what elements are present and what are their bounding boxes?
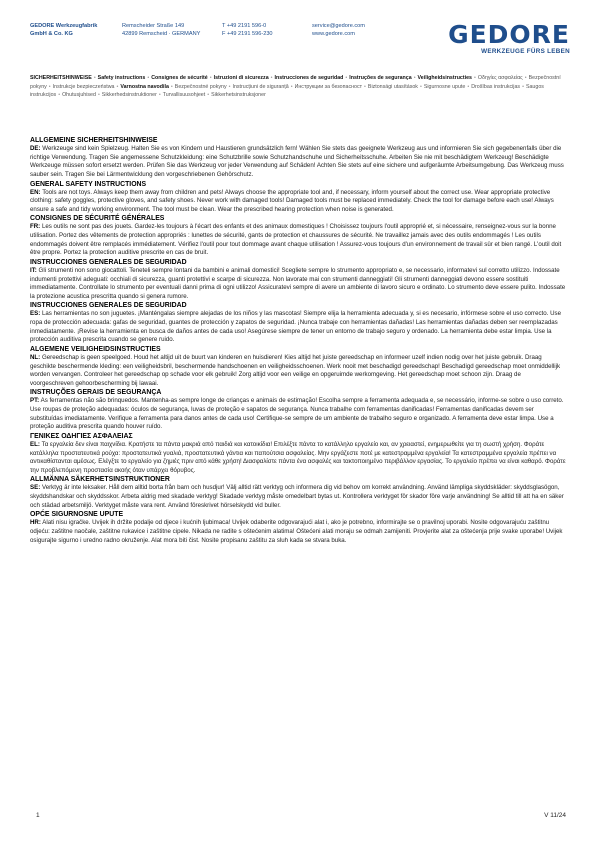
company-name-line1: GEDORE Werkzeugfabrik <box>30 23 98 29</box>
language-item: Consignes de sécurité <box>151 75 208 81</box>
web-block <box>312 22 365 38</box>
language-code: DE: <box>30 145 41 152</box>
section-heading: ALGEMENE VEILIGHEIDSINSTRUCTIES <box>30 345 161 353</box>
section-body <box>30 145 566 180</box>
section-text: Τα εργαλεία δεν είναι παιχνίδια. Κρατήστε τα πάντα μακριά από παιδιά και κατοικίδια! Επιλέξτε πάντα το κατάλληλο εργαλείο και, αν χρειαστεί, ενημερωθείτε για τη σωστή χρήση. Φοράτε κατάλληλα προστατευτικά ρούχα: προστατευτικά γυαλιά, προστατευτικά γάντια και παπούτσια ασφαλείας. Μην εργάζεστε ποτέ με κατεστραμμένα εργαλεία! Τα κατεστραμμένα εργαλεία πρέπει να αντικαθίστανται αμέσως. Ελέγξτε το εργαλείο για ζημιές πριν από κάθε χρήση! Διασφαλίστε πάντα ένα ασφαλές και τακτοποιημένο περιβάλλον εργασίας. Το εργαλείο πρέπει να είναι καθαρό. Φοράτε την προβλεπόμενη προστασία ακοής όταν υπάρχει θόρυβος. <box>30 440 566 474</box>
language-item: Ohutusjuhised <box>62 92 96 99</box>
language-item: Sikkerhetsinstruksjoner <box>211 92 266 99</box>
language-separator: • <box>474 75 476 81</box>
address-line2: 42899 Remscheid · GERMANY <box>122 31 201 37</box>
language-separator: • <box>97 92 100 99</box>
instruction-section <box>30 214 566 258</box>
section-text: Verktyg är inte leksaker. Håll dem alltid borta från barn och husdjur! Välj alltid rätt verktyg och informera dig vid behov om korrekt användning. Använd lämpliga skyddskläder: skyddsglasögon, skyddshandskar och skyddsskor. Arbeta aldrig med skadade verktyg! Skadade verktyg måste omedelbart bytas ut. Kontrollera verktyget för skador före varje användning! Se alltid till att ha en säker och städad arbetsmiljö. Verktyget måste vara rent. Använd föreskrivet hörselskydd vid buller. <box>30 484 564 509</box>
section-text: As ferramentas não são brinquedos. Mantenha-as sempre longe de crianças e animais de estimação! Escolha sempre a ferramenta adequada e, se necessário, informe-se sobre o uso correto. Use roupas de proteção adequadas: óculos de segurança, luvas de proteção e sapatos de segurança. Nunca trabalhe com ferramentas danificadas! Ferramentas danificadas devem ser substituídas imediatamente. Verifique a ferramenta para danos antes de cada uso! Certifique-se sempre de um ambiente de trabalho seguro e organizado. A ferramenta deve estar limpa. Use a proteção auditiva prescrita quando houver ruído. <box>30 397 564 431</box>
section-heading: OPĆE SIGURNOSNE UPUTE <box>30 511 124 519</box>
language-item: Instruções de segurança <box>349 75 412 81</box>
address-block <box>122 22 200 38</box>
section-text: Les outils ne sont pas des jouets. Gardez-les toujours à l'écart des enfants et des animaux domestiques ! Choisissez toujours l'outil approprié et, si nécessaire, renseignez-vous sur la bonne utilisation. Portez des vêtements de protection appropriés : lunettes de sécurité, gants de protection et chaussures de sécurité. Ne travaillez jamais avec des outils endommagés ! Les outils endommagés doivent être remplacés immédiatement. Vérifiez l'outil pour tout dommage avant chaque utilisation ! Assurez-vous toujours d'un environnement de travail sûr et bien rangé. L'outil doit être propre. Portez la protection auditive prescrite en cas de bruit. <box>30 223 562 257</box>
page-header <box>30 22 570 64</box>
language-separator: • <box>345 75 348 81</box>
language-separator: • <box>364 83 366 90</box>
language-separator: • <box>228 83 231 90</box>
language-item: Bezpečnostní pokyny <box>30 75 561 90</box>
section-body <box>30 189 566 215</box>
section-heading: INSTRUCCIONES GENERALES DE SEGURIDAD <box>30 302 187 310</box>
section-text: Gereedschap is geen speelgoed. Houd het altijd uit de buurt van kinderen en huisdieren! Kies altijd het juiste gereedschap en informeer uzelf indien nodig over het juiste gebruik. Draag geschikte beschermende kleding: een veiligheidsbril, beschermende handschoenen en veiligheidsschoenen. Werk nooit met beschadigd gereedschap! Beschadigd gereedschap moet onmiddellijk worden vervangen. Controleer het gereedschap op schade voor elk gebruik! Zorg altijd voor een veilige en opgeruimde werkomgeving. Het gereedschap moet schoon zijn. Draag de voorgeschreven gehoorbescherming bij lawaai. <box>30 353 561 387</box>
language-code: SE: <box>30 484 41 492</box>
section-heading: ΓΕΝΙΚΕΣ ΟΔΗΓΙΕΣ ΑΣΦΑΛΕΙΑΣ <box>30 432 133 440</box>
language-item: Инструкции за безопасност <box>294 83 363 90</box>
language-separator: • <box>419 83 422 90</box>
company-block <box>30 22 97 38</box>
instruction-section <box>30 475 566 510</box>
section-body <box>30 354 566 389</box>
section-text: Las herramientas no son juguetes. ¡Manténgalas siempre alejadas de los niños y las mascotas! Siempre elija la herramienta adecuada y, si es necesario, infórmese sobre el uso correcto. Use ropa de protección adecuada: gafas de seguridad, guantes de protección y zapatos de seguridad. ¡Nunca trabaje con herramientas dañadas! Las herramientas dañadas deben ser reemplazadas inmediatamente. ¡Revise la herramienta en busca de daños antes de cada uso! Asegúrese siempre de tener un entorno de trabajo seguro y ordenado. La herramienta debe estar limpia. Use la protección auditiva prescrita cuando se genere ruido. <box>30 310 562 344</box>
section-body <box>30 441 566 476</box>
language-item: Drošības instrukcijas <box>471 83 521 90</box>
section-body <box>30 484 566 510</box>
language-code: EL: <box>30 440 40 448</box>
language-item: Instrucciones de seguridad <box>274 75 344 81</box>
language-separator: • <box>158 92 161 99</box>
section-body <box>30 223 566 258</box>
section-body <box>30 397 566 432</box>
language-item: Varnostna navodila <box>120 83 169 90</box>
fax-line: F +49 2191 596-230 <box>222 31 273 37</box>
gedore-logo <box>436 22 570 62</box>
section-text: Alati nisu igračke. Uvijek ih držite podalje od djece i kućnih ljubimaca! Uvijek odaberite odgovarajući alat i, ako je potrebno, informirajte se o pravilnoj uporabi. Nosite odgovarajuću zaštitnu odjeću: zaštitne naočale, zaštitne rukavice i zaštitne cipele. Nikada ne radite s oštećenim alatima! Oštećeni alati moraju se odmah zamijeniti. Provjerite alat za oštećenja prije svake uporabe! Uvijek osigurajte sigurno i uredno radno okruženje. Alat mora biti čist. Nosite propisanu zaštitu za sluh kada se stvara buka. <box>30 519 563 544</box>
language-item: Turvallisuusohjeet <box>162 92 206 99</box>
language-code: IT: <box>30 266 37 274</box>
language-item: Sikkerhedsinstruktioner <box>101 92 157 99</box>
language-item: Instrucțiuni de siguranță <box>232 83 289 90</box>
language-item: Istruzioni di sicurezza <box>213 75 269 81</box>
section-text: Tools are not toys. Always keep them away from children and pets! Always choose the appropriate tool and, if necessary, inform yourself about the correct use. Wear appropriate protective clothing: safety goggles, protective gloves, and safety shoes. Never work with damaged tools! Damaged tools must be replaced immediately. Check the tool for damage before each use! Always ensure a safe and tidy working environment. The tool must be clean. Wear the prescribed hearing protection when noise is generated. <box>30 188 554 213</box>
language-item: Veiligheidsinstructies <box>417 75 473 81</box>
language-code: NL: <box>30 353 41 361</box>
language-code: ES: <box>30 310 41 318</box>
language-item: Biztonsági utasítások <box>367 83 418 90</box>
language-separator: • <box>48 83 51 90</box>
language-code: PT: <box>30 397 40 405</box>
email-link[interactable]: service@gedore.com <box>312 23 365 29</box>
section-heading: ALLMÄNNA SÄKERHETSINSTRUKTIONER <box>30 476 170 484</box>
instruction-section <box>30 388 566 432</box>
language-separator: • <box>524 75 527 81</box>
instruction-section <box>30 510 566 545</box>
language-separator: • <box>467 83 470 90</box>
section-heading: ALLGEMEINE SICHERHEITSHINWEISE <box>30 137 158 144</box>
language-separator: • <box>207 92 210 99</box>
document-version: V 11/24 <box>544 812 566 819</box>
address-line1: Remscheider Straße 149 <box>122 23 185 29</box>
language-item: Safety instructions <box>97 75 146 81</box>
language-separator: • <box>58 92 61 99</box>
language-item: SICHERHEITSHINWEISE <box>30 75 92 81</box>
section-heading: INSTRUCCIONES GENERALES DE SEGURIDAD <box>30 258 187 266</box>
language-separator: • <box>116 83 119 90</box>
section-heading: INSTRUÇÕES GERAIS DE SEGURANÇA <box>30 389 162 397</box>
language-code: FR: <box>30 223 41 231</box>
logo-tagline: WERKZEUGE FÜRS LEBEN <box>481 48 570 55</box>
language-separator: • <box>290 83 293 90</box>
language-item: Sigurnosne upute <box>423 83 466 90</box>
section-text: Werkzeuge sind kein Spielzeug. Halten Sie es von Kindern und Haustieren grundsätzlich fern! Wählen Sie stets das geeignete Werkzeug aus und informieren Sie sich gegebenenfalls über die richtige Verwendung. Tragen Sie angemessene Schutzkleidung: eine Schutzbrille sowie Schutzhandschuhe und Sicherheitsschuhe. Arbeiten Sie nie mit beschädigtem Werkzeug! Beschädigte Werkzeuge müssen sofort ersetzt werden. Prüfen Sie das Werkzeug vor jeder Verwendung auf Schäden! Achten Sie stets auf eine sichere und aufgeräumte Arbeitsumgebung. Das Werkzeug muss sauber sein. Tragen Sie bei Lärmentwicklung den vorgeschriebenen Gehörschutz. <box>30 145 564 178</box>
instruction-section <box>30 136 566 180</box>
language-item: Bezpečnostné pokyny <box>174 83 227 90</box>
language-separator: • <box>270 75 273 81</box>
instruction-section <box>30 432 566 476</box>
section-text: Gli strumenti non sono giocattoli. Teneteli sempre lontani da bambini e animali domestici! Scegliete sempre lo strumento appropriato e, se necessario, informatevi sul corretto utilizzo. Indossate indumenti protettivi adeguati: occhiali di sicurezza, guanti protettivi e scarpe di sicurezza. Non lavorate mai con strumenti danneggiati! Gli strumenti danneggiati devono essere sostituiti immediatamente. Controllate lo strumento per eventuali danni prima di ogni utilizzo! Assicuratevi sempre di avere un ambiente di lavoro sicuro e ordinato. Lo strumento deve essere pulito. Indossate la protezione acustica prescritta quando si genera rumore. <box>30 266 566 300</box>
language-separator: • <box>147 75 150 81</box>
instruction-section <box>30 301 566 345</box>
language-item: Οδηγίες ασφαλείας <box>477 75 523 81</box>
section-body <box>30 310 566 345</box>
section-heading: CONSIGNES DE SÉCURITÉ GÉNÉRALES <box>30 215 165 223</box>
page-number: 1 <box>36 812 40 819</box>
section-heading: GENERAL SAFETY INSTRUCTIONS <box>30 180 147 188</box>
language-separator: • <box>413 75 416 81</box>
phone-block <box>222 22 273 38</box>
language-code: HR: <box>30 519 41 527</box>
language-separator: • <box>209 75 212 81</box>
language-code: EN: <box>30 188 41 196</box>
language-list <box>30 74 566 100</box>
instruction-section <box>30 258 566 302</box>
website-link[interactable]: www.gedore.com <box>312 31 355 37</box>
logo-wordmark: GEDORE <box>448 20 570 49</box>
company-name-line2: GmbH & Co. KG <box>30 31 73 37</box>
safety-instructions-content <box>30 136 566 545</box>
instruction-section <box>30 180 566 215</box>
phone-line: T +49 2191 596-0 <box>222 23 267 29</box>
section-body <box>30 519 566 545</box>
language-separator: • <box>522 83 524 90</box>
language-separator: • <box>93 75 96 81</box>
language-item: Instrukcje bezpieczeństwa <box>52 83 115 90</box>
section-body <box>30 267 566 302</box>
language-separator: • <box>170 83 173 90</box>
instruction-section <box>30 345 566 389</box>
language-item: Saugos instrukcijos <box>30 83 544 99</box>
